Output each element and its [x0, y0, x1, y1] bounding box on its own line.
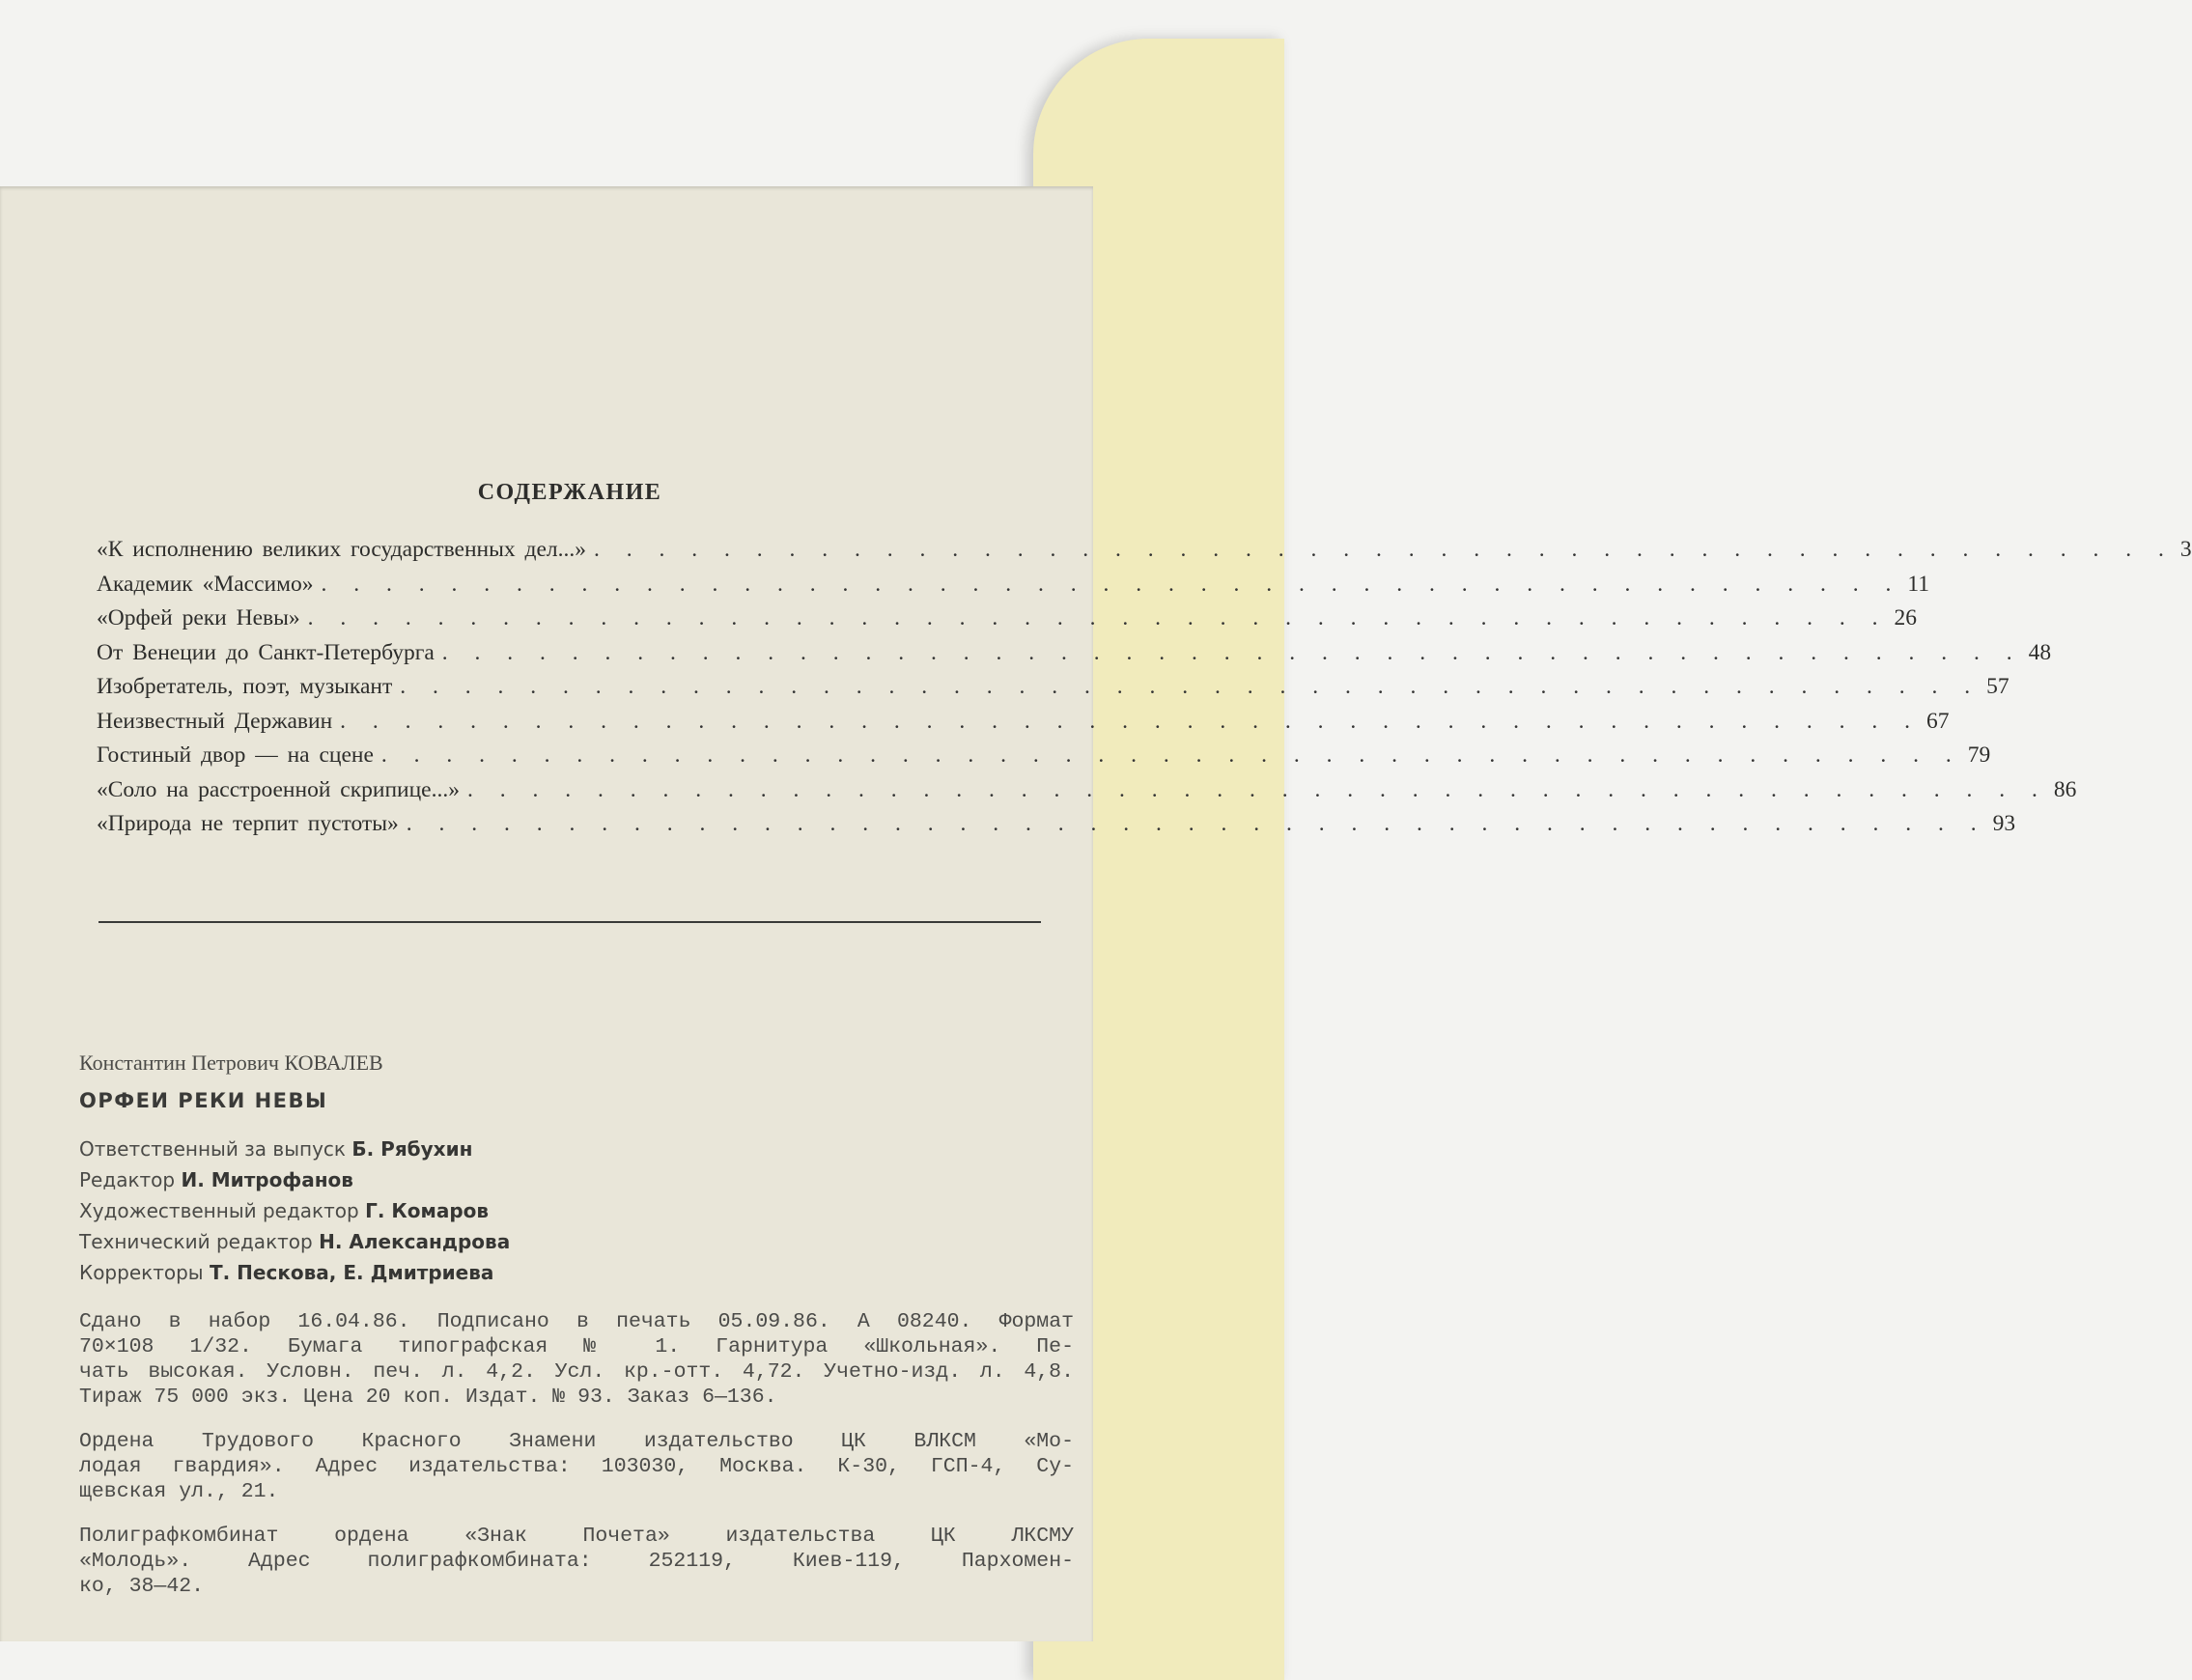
toc-leader-dots: . . . . . . . . . . . . . . . . . . . . . . . . . . . . . . . . . . . . . . . . . . . . . . . . .: [321, 571, 1902, 597]
toc-item-title: Гостиный двор — на сцене: [97, 742, 374, 768]
print-info-line: Тираж 75 000 экз. Цена 20 коп. Издат. № 93. Заказ 6—136.: [79, 1386, 777, 1409]
credit-role: Художественный редактор: [79, 1199, 359, 1222]
credit-line: [79, 1226, 1074, 1257]
toc-item-title: Изобретатель, поэт, музыкант: [97, 674, 393, 699]
toc-item: [97, 537, 2192, 572]
book-title: ОРФЕИ РЕКИ НЕВЫ: [79, 1089, 328, 1112]
toc-item-title: Академик «Массимо»: [97, 571, 314, 597]
toc-leader-dots: . . . . . . . . . . . . . . . . . . . . . . . . . . . . . . . . . . . . . . . . . . . . . . . . .: [340, 708, 1922, 734]
toc-leader-dots: . . . . . . . . . . . . . . . . . . . . . . . . . . . . . . . . . . . . . . . . . . . . . . . . .: [466, 776, 2048, 802]
credit-line: [79, 1257, 1074, 1288]
toc-item-title: Неизвестный Державин: [97, 708, 333, 734]
credit-name: Н. Александрова: [319, 1230, 511, 1253]
credit-role: Корректоры: [79, 1261, 204, 1284]
toc-item-page: 67: [1926, 708, 1950, 734]
toc-item-title: От Венеции до Санкт-Петербурга: [97, 639, 435, 665]
toc-item: [97, 811, 2016, 846]
credit-name: Г. Комаров: [365, 1199, 490, 1222]
credit-name: Т. Пескова, Е. Дмитриева: [209, 1261, 494, 1284]
author-name: Константин Петрович КОВАЛЕВ: [79, 1050, 383, 1075]
table-of-contents: [97, 537, 2192, 846]
toc-item-title: «К исполнению великих государственных дел...»: [97, 537, 587, 562]
toc-item-page: 79: [1967, 742, 1991, 768]
publisher-line: лодая гвардия». Адрес издательства: 103030, Москва. К-30, ГСП-4, Су-: [79, 1455, 1074, 1478]
credit-role: Редактор: [79, 1168, 176, 1191]
credit-line: [79, 1164, 1074, 1195]
toc-item: [97, 776, 2077, 812]
print-info-line: 70×108 1/32. Бумага типографская № 1. Гарнитура «Школьная». Пе-: [79, 1335, 1074, 1358]
credit-role: Ответственный за выпуск: [79, 1137, 346, 1161]
toc-leader-dots: . . . . . . . . . . . . . . . . . . . . . . . . . . . . . . . . . . . . . . . . . . . . . . . . .: [406, 811, 1987, 836]
imprint: [79, 1050, 1074, 1599]
toc-leader-dots: . . . . . . . . . . . . . . . . . . . . . . . . . . . . . . . . . . . . . . . . . . . . . . . . .: [400, 674, 1981, 699]
credit-line: [79, 1195, 1074, 1226]
printer-line: ко, 38—42.: [79, 1575, 205, 1598]
publisher-line: щевская ул., 21.: [79, 1480, 279, 1503]
toc-leader-dots: . . . . . . . . . . . . . . . . . . . . . . . . . . . . . . . . . . . . . . . . . . . . . . . . .: [594, 537, 2175, 562]
toc-item: [97, 742, 1991, 777]
credits-list: [79, 1134, 1074, 1288]
printer-info: [79, 1524, 1074, 1599]
toc-title: СОДЕРЖАНИЕ: [477, 480, 662, 505]
print-info-line: Сдано в набор 16.04.86. Подписано в печать 05.09.86. А 08240. Формат: [79, 1310, 1074, 1333]
credit-name: И. Митрофанов: [181, 1168, 353, 1191]
toc-leader-dots: . . . . . . . . . . . . . . . . . . . . . . . . . . . . . . . . . . . . . . . . . . . . . . . . .: [380, 742, 1962, 768]
credit-name: Б. Рябухин: [351, 1137, 473, 1161]
toc-item: [97, 605, 1918, 640]
print-info-line: чать высокая. Условн. печ. л. 4,2. Усл. кр.-отт. 4,72. Учетно-изд. л. 4,8.: [79, 1360, 1074, 1384]
credit-line: [79, 1134, 1074, 1164]
toc-leader-dots: . . . . . . . . . . . . . . . . . . . . . . . . . . . . . . . . . . . . . . . . . . . . . . . . .: [307, 605, 1889, 630]
toc-item-page: 26: [1894, 605, 1918, 630]
print-info: [79, 1309, 1074, 1410]
toc-item-title: «Соло на расстроенной скрипице...»: [97, 776, 460, 802]
toc-item-page: 86: [2053, 776, 2077, 802]
toc-item: [97, 639, 2052, 675]
publisher-line: Ордена Трудового Красного Знамени издательство ЦК ВЛКСМ «Мо-: [79, 1430, 1074, 1453]
toc-item-title: «Орфей реки Невы»: [97, 605, 300, 630]
toc-item: [97, 708, 1950, 743]
toc-item-title: «Природа не терпит пустоты»: [97, 811, 399, 836]
publisher-info: [79, 1429, 1074, 1504]
horizontal-rule: [98, 921, 1041, 923]
printer-line: «Молодь». Адрес полиграфкомбината: 252119, Киев-119, Пархомен-: [79, 1550, 1074, 1573]
toc-item-page: 3: [2179, 537, 2192, 562]
toc-item-page: 11: [1907, 571, 1929, 597]
toc-item-page: 48: [2028, 639, 2052, 665]
toc-item-page: 93: [1992, 811, 2016, 836]
toc-leader-dots: . . . . . . . . . . . . . . . . . . . . . . . . . . . . . . . . . . . . . . . . . . . . . . . . .: [441, 639, 2023, 665]
toc-item: [97, 571, 1929, 606]
credit-role: Технический редактор: [79, 1230, 313, 1253]
toc-item: [97, 674, 2009, 709]
toc-item-page: 57: [1986, 674, 2009, 699]
printer-line: Полиграфкомбинат ордена «Знак Почета» издательства ЦК ЛКСМУ: [79, 1525, 1074, 1548]
